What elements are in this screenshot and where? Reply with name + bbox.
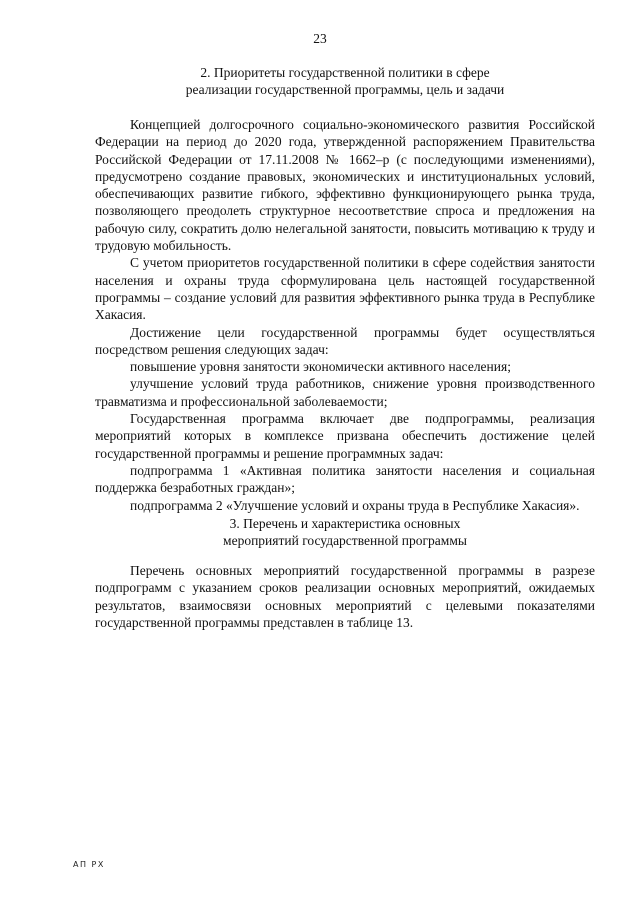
paragraph-goal: С учетом приоритетов государственной политики в сфере содействия занятости населения и охраны труда сформулирована цель настоящей государственной программы – создание условий для развития эффективного рынка труда в Республике Хакасия. <box>95 255 595 323</box>
section-2-heading <box>95 64 595 98</box>
paragraph-concept: Концепцией долгосрочного социально-экономического развития Российской Федерации на период до 2020 года, утвержденной распоряжением Правительства Российской Федерации от 17.11.2008 № 1662–р (с последующими изменениями), предусмотрено создание правовых, экономических и институциональных условий, обеспечивающих развитие гибкого, эффективно функционирующего рынка труда, позволяющего преодолеть структурное несоответствие спроса и предложения на рабочую силу, сократить долю нелегальной занятости, повысить мотивацию к труду и трудовую мобильность. <box>95 117 595 254</box>
section-3-heading-line-1: 3. Перечень и характеристика основных <box>229 516 461 531</box>
task-item-employment: повышение уровня занятости экономически активного населения; <box>130 359 511 375</box>
section-3-body <box>95 562 595 631</box>
page-number: 23 <box>313 31 327 46</box>
subprogram-item-1: подпрограмма 1 «Активная политика занятости населения и социальная поддержка безработных граждан»; <box>95 462 595 496</box>
section-2-heading-line-2: реализации государственной программы, цель и задачи <box>185 82 505 97</box>
section-2-body <box>95 116 595 514</box>
paragraph-subprograms-intro: Государственная программа включает две подпрограммы, реализация мероприятий которых в комплексе призвана обеспечить достижение целей государственной программы и решение программных задач: <box>95 411 595 461</box>
task-item-working-conditions: улучшение условий труда работников, снижение уровня производственного травматизма и профессиональной заболеваемости; <box>95 376 595 409</box>
paragraph-activities-list: Перечень основных мероприятий государственной программы в разрезе подпрограмм с указанием сроков реализации основных мероприятий, ожидаемых результатов, взаимосвязи основных мероприятий с целевыми показателями государственной программы представлен в таблице 13. <box>95 563 595 630</box>
paragraph-tasks-intro: Достижение цели государственной программы будет осуществляться посредством решения следующих задач: <box>95 324 595 357</box>
section-3-heading <box>95 515 595 549</box>
footer-mark: АП РХ <box>73 860 105 869</box>
subprogram-item-2: подпрограмма 2 «Улучшение условий и охраны труда в Республике Хакасия». <box>130 497 580 513</box>
section-3-heading-line-2: мероприятий государственной программы <box>223 533 467 548</box>
section-2-heading-line-1: 2. Приоритеты государственной политики в сфере <box>200 65 490 80</box>
